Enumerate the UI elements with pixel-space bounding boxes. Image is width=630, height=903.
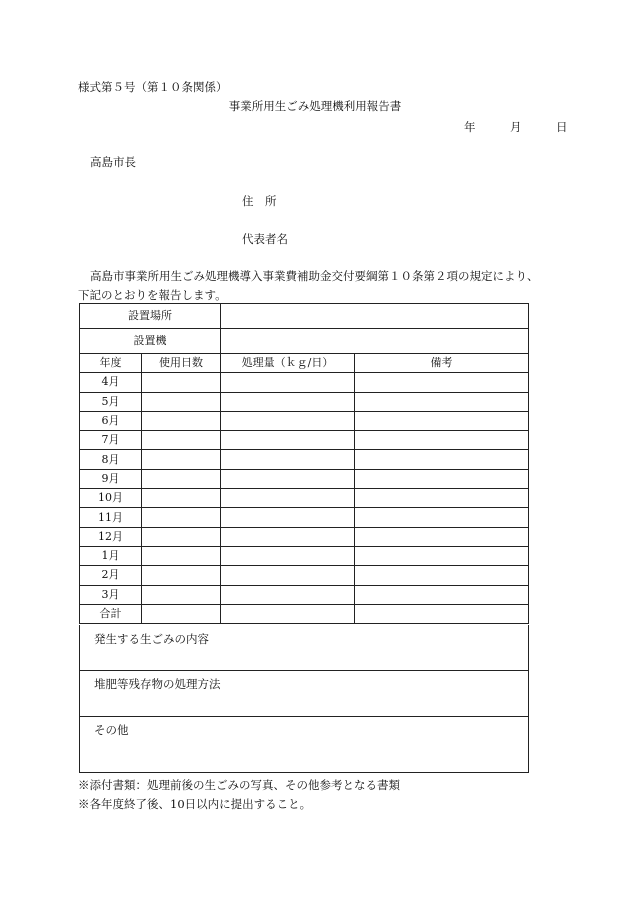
amount-cell[interactable]: [221, 450, 355, 469]
month-row: [80, 489, 529, 508]
amount-cell[interactable]: [221, 508, 355, 527]
location-label: 設置場所: [80, 304, 221, 329]
header-row: [80, 354, 529, 373]
remarks-cell[interactable]: [355, 450, 529, 469]
month-label: 4月: [80, 373, 142, 392]
form-number: 様式第５号（第１０条関係）: [78, 80, 228, 94]
remarks-cell[interactable]: [355, 566, 529, 585]
month-label: 11月: [80, 508, 142, 527]
total-days-cell[interactable]: [142, 604, 221, 623]
month-label: 3月: [80, 585, 142, 604]
month-label: 8月: [80, 450, 142, 469]
month-label: 1月: [80, 546, 142, 565]
header-remarks: 備考: [355, 354, 529, 373]
remarks-cell[interactable]: [355, 431, 529, 450]
machine-label: 設置機: [80, 329, 221, 354]
month-row: [80, 411, 529, 430]
date-line: [464, 119, 568, 135]
note-deadline: ※各年度終了後、10日以内に提出すること。: [78, 797, 312, 811]
days-cell[interactable]: [142, 566, 221, 585]
machine-value-cell[interactable]: [221, 329, 529, 354]
total-remarks-cell[interactable]: [355, 604, 529, 623]
month-row: [80, 469, 529, 488]
month-label: 5月: [80, 392, 142, 411]
days-cell[interactable]: [142, 450, 221, 469]
month-row: [80, 392, 529, 411]
month-row: [80, 585, 529, 604]
days-cell[interactable]: [142, 411, 221, 430]
days-cell[interactable]: [142, 508, 221, 527]
representative-label: 代表者名: [242, 232, 288, 246]
month-row: [80, 546, 529, 565]
usage-report-table: [79, 303, 529, 624]
remarks-cell[interactable]: [355, 546, 529, 565]
location-value-cell[interactable]: [221, 304, 529, 329]
remarks-cell[interactable]: [355, 527, 529, 546]
body-text-line1: 高島市事業所用生ごみ処理機導入事業費補助金交付要綱第１０条第２項の規定により、: [90, 269, 539, 283]
total-row: [80, 604, 529, 623]
date-month-label: 月: [510, 120, 522, 134]
location-row: [80, 304, 529, 329]
remarks-cell[interactable]: [355, 469, 529, 488]
amount-cell[interactable]: [221, 411, 355, 430]
total-label: 合計: [80, 604, 142, 623]
days-cell[interactable]: [142, 489, 221, 508]
remarks-cell[interactable]: [355, 392, 529, 411]
amount-cell[interactable]: [221, 373, 355, 392]
month-row: [80, 508, 529, 527]
other-section-label: その他: [94, 723, 129, 737]
amount-cell[interactable]: [221, 431, 355, 450]
days-cell[interactable]: [142, 546, 221, 565]
machine-row: [80, 329, 529, 354]
amount-cell[interactable]: [221, 392, 355, 411]
method-section-label: 堆肥等残存物の処理方法: [94, 677, 221, 691]
days-cell[interactable]: [142, 392, 221, 411]
method-section[interactable]: [79, 670, 529, 717]
month-label: 10月: [80, 489, 142, 508]
amount-cell[interactable]: [221, 566, 355, 585]
amount-cell[interactable]: [221, 527, 355, 546]
days-cell[interactable]: [142, 527, 221, 546]
days-cell[interactable]: [142, 585, 221, 604]
document-title: 事業所用生ごみ処理機利用報告書: [228, 99, 402, 113]
remarks-cell[interactable]: [355, 411, 529, 430]
days-cell[interactable]: [142, 373, 221, 392]
remarks-cell[interactable]: [355, 585, 529, 604]
body-text-line2: 下記のとおりを報告します。: [78, 288, 227, 302]
note-attachments: ※添付書類：処理前後の生ごみの写真、その他参考となる書類: [78, 778, 400, 792]
total-amount-cell[interactable]: [221, 604, 355, 623]
address-label: 住 所: [242, 194, 277, 208]
remarks-cell[interactable]: [355, 489, 529, 508]
month-row: [80, 373, 529, 392]
month-row: [80, 450, 529, 469]
days-cell[interactable]: [142, 431, 221, 450]
amount-cell[interactable]: [221, 585, 355, 604]
header-days-used: 使用日数: [142, 354, 221, 373]
month-label: 6月: [80, 411, 142, 430]
date-day-label: 日: [556, 120, 568, 134]
days-cell[interactable]: [142, 469, 221, 488]
month-row: [80, 431, 529, 450]
remarks-cell[interactable]: [355, 508, 529, 527]
month-label: 12月: [80, 527, 142, 546]
amount-cell[interactable]: [221, 469, 355, 488]
month-label: 7月: [80, 431, 142, 450]
month-label: 2月: [80, 566, 142, 585]
content-section-label: 発生する生ごみの内容: [94, 632, 209, 646]
month-label: 9月: [80, 469, 142, 488]
month-row: [80, 566, 529, 585]
amount-cell[interactable]: [221, 546, 355, 565]
month-row: [80, 527, 529, 546]
remarks-cell[interactable]: [355, 373, 529, 392]
other-section[interactable]: [79, 716, 529, 773]
header-year: 年度: [80, 354, 142, 373]
amount-cell[interactable]: [221, 489, 355, 508]
addressee: 高島市長: [90, 155, 136, 169]
header-amount: 処理量（ｋｇ/日）: [221, 354, 355, 373]
content-section[interactable]: [79, 625, 529, 671]
date-year-label: 年: [464, 120, 476, 134]
